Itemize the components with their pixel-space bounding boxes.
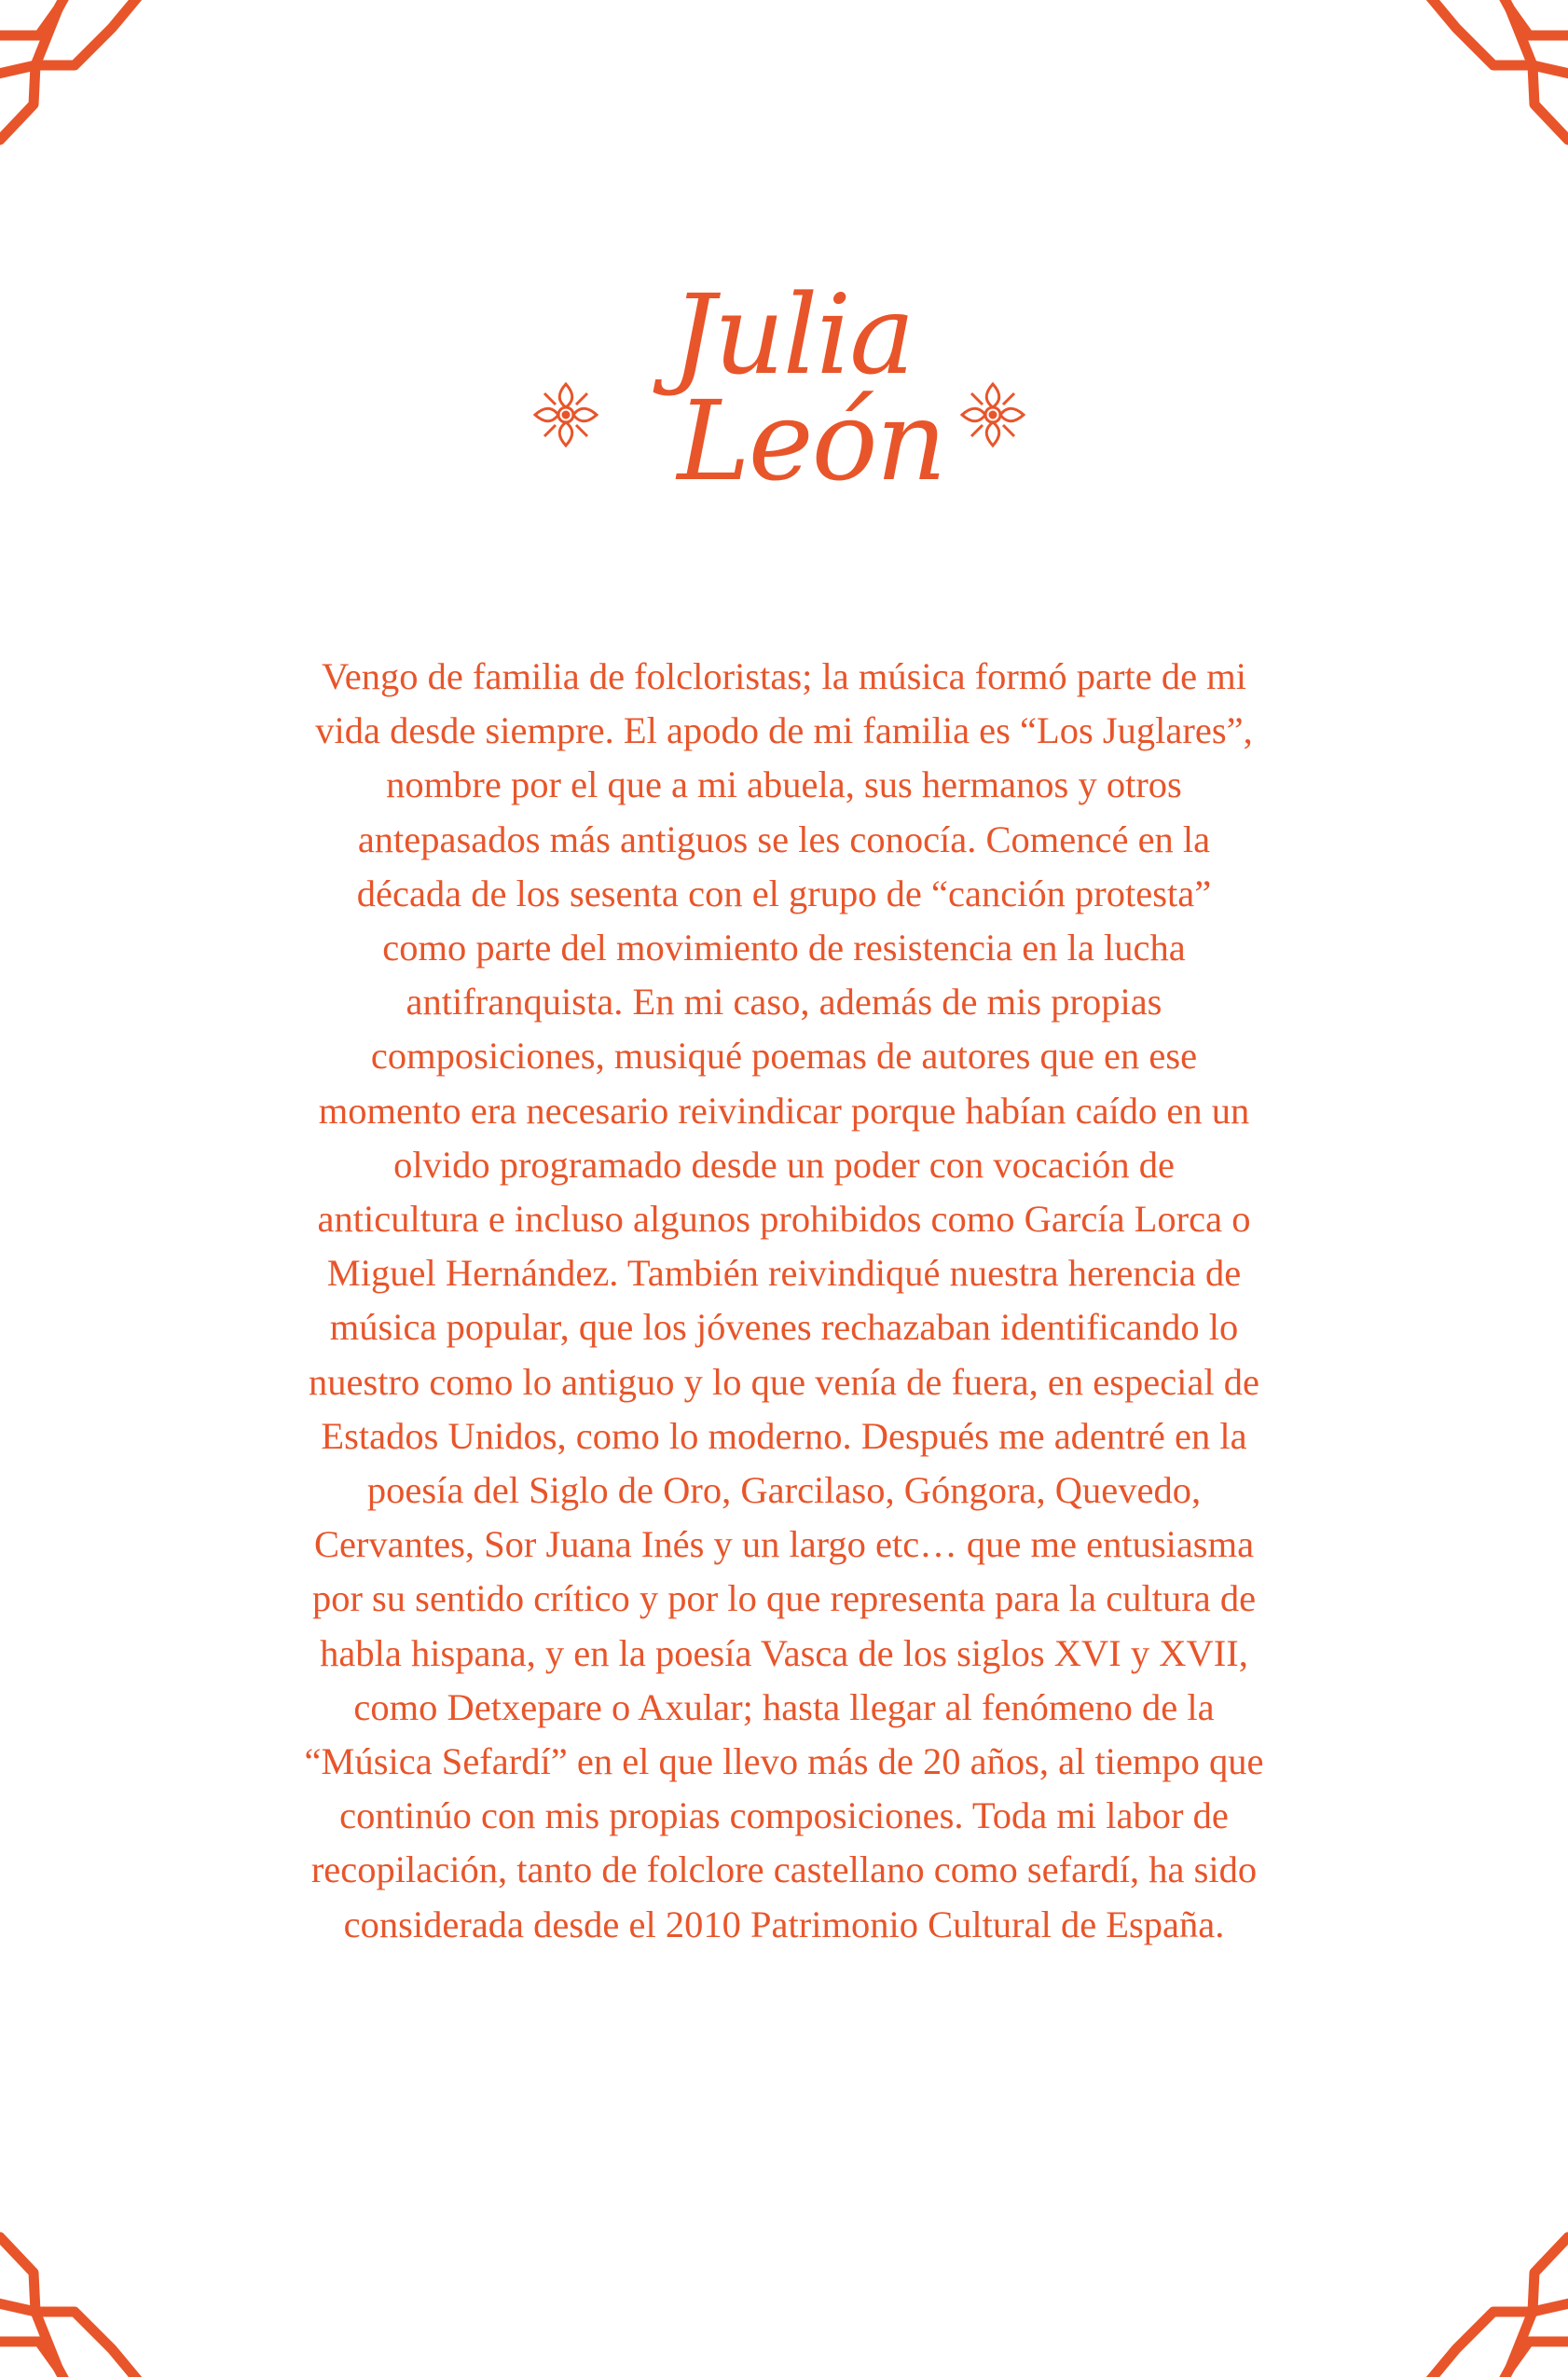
paragraph-line: como Detxepare o Axular; hasta llegar al fenómeno de la: [353, 1685, 1215, 1728]
paragraph-line: música popular, que los jóvenes rechazaban identificando lo: [329, 1306, 1239, 1349]
paragraph-line: Vengo de familia de folcloristas; la música formó parte de mi: [322, 655, 1246, 697]
title-block: [0, 270, 1568, 531]
title-first-name: Julia: [671, 270, 914, 399]
floral-corner-ornament-icon: [0, 2219, 158, 2377]
paragraph-line: década de los sesenta con el grupo de “canción protesta”: [356, 872, 1212, 914]
paragraph-line: Miguel Hernández. También reivindiqué nuestra herencia de: [326, 1252, 1242, 1295]
paragraph-line: recopilación, tanto de folclore castellano como sefardí, ha sido: [310, 1848, 1258, 1891]
paragraph-line: nuestro como lo antiguo y lo que venía de fuera, en especial de: [308, 1360, 1259, 1403]
paragraph-line: olvido programado desde un poder con vocación de: [393, 1143, 1175, 1186]
page-title: [634, 270, 951, 505]
floral-corner-ornament-icon: [1410, 0, 1568, 158]
paragraph-line: composiciones, musiqué poemas de autores que en ese: [370, 1035, 1198, 1078]
floral-rosette-icon: [531, 380, 600, 449]
floral-corner-ornament-icon: [1410, 2219, 1568, 2377]
paragraph-line: anticultura e incluso algunos prohibidos como García Lorca o: [317, 1198, 1251, 1241]
paragraph-line: por su sentido crítico y por lo que representa para la cultura de: [311, 1577, 1257, 1620]
paragraph-line: “Música Sefardí” en el que llevo más de 20 años, al tiempo que: [304, 1740, 1264, 1783]
paragraph-line: antepasados más antiguos se les conocía. Comencé en la: [357, 818, 1211, 860]
paragraph-line: nombre por el que a mi abuela, sus hermanos y otros: [386, 763, 1182, 806]
paragraph-line: vida desde siempre. El apodo de mi familia es “Los Juglares”,: [315, 709, 1253, 752]
paragraph-line: antifranquista. En mi caso, además de mis propias: [406, 981, 1162, 1024]
title-last-name: León: [677, 377, 945, 505]
paragraph-line: momento era necesario reivindicar porque habían caído en un: [318, 1089, 1250, 1132]
paragraph-line: poesía del Siglo de Oro, Garcilaso, Góngora, Quevedo,: [366, 1469, 1202, 1512]
paragraph-line: Cervantes, Sor Juana Inés y un largo etc… que me entusiasma: [313, 1523, 1255, 1566]
biography-paragraph: [205, 650, 1363, 1952]
paragraph-line: considerada desde el 2010 Patrimonio Cultural de España.: [343, 1903, 1225, 1945]
floral-rosette-icon: [958, 380, 1027, 449]
paragraph-line: habla hispana, y en la poesía Vasca de los siglos XVI y XVII,: [320, 1631, 1248, 1674]
paragraph-line: Estados Unidos, como lo moderno. Después me adentré en la: [321, 1414, 1247, 1457]
paragraph-line: continúo con mis propias composiciones. Toda mi labor de: [339, 1794, 1229, 1837]
floral-corner-ornament-icon: [0, 0, 158, 158]
paragraph-line: como parte del movimiento de resistencia en la lucha: [382, 927, 1186, 969]
